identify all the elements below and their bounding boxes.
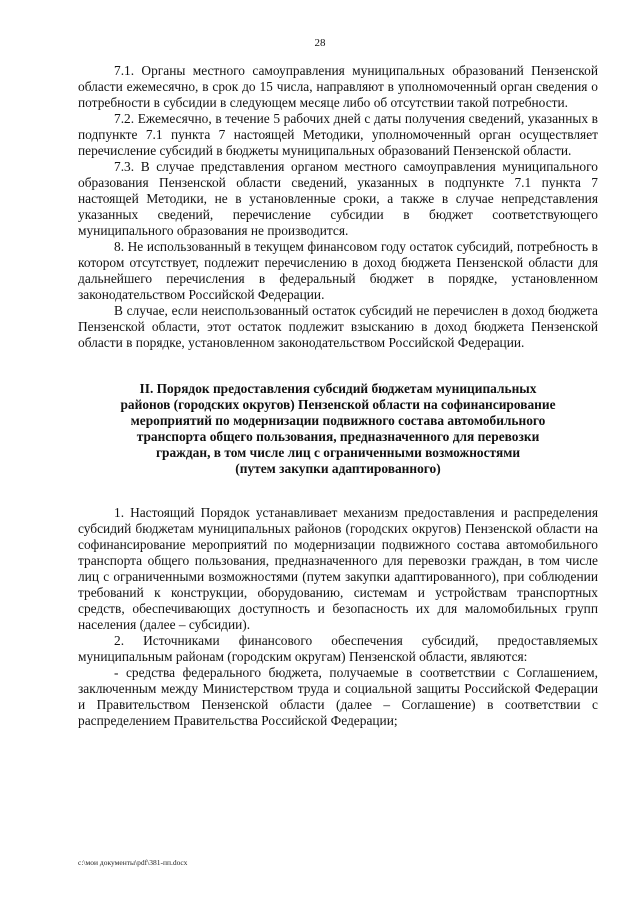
footer-file-path: c:\мои документы\pdf\381-пп.docx [78,858,188,867]
paragraph-ii-2: 2. Источниками финансового обеспечения субсидий, предоставляемых муниципальным районам (городским округам) Пензенской области, являются: [78,633,598,664]
paragraph-ii-1: 1. Настоящий Порядок устанавливает механизм предоставления и распределения субсидий бюджетам муниципальных районов (городских округов) Пензенской области на софинансирование мероприятий по модернизации подвижного состава автомобильного транспорта общего пользования, предназначенного для перевозки граждан, в том числе лиц с ограниченными возможностями (путем закупки адаптированного), при соблюдении требований к конструкции, оборудованию, системам и устройствам транспортных средств, обеспечивающих доступность и безопасность их для маломобильных групп населения (далее – субсидии). [78,505,598,632]
paragraph-ii-2-item: - средства федерального бюджета, получаемые в соответствии с Соглашением, заключенным между Министерством труда и социальной защиты Российской Федерации и Правительством Пензенской области (далее – Соглашение) в соответствии с распределением Правительства Российской Федерации; [78,665,598,728]
section-title-line: (путем закупки адаптированного) [235,461,441,476]
section-title-line: мероприятий по модернизации подвижного состава автомобильного [130,413,546,428]
paragraph-8: 8. Не использованный в текущем финансовом году остаток субсидий, потребность в котором отсутствует, подлежит перечислению в доход бюджета Пензенской области для дальнейшего перечисления в федеральный бюджет в порядке, установленном законодательством Российской Федерации. [78,239,598,302]
paragraph-8-continued: В случае, если неиспользованный остаток субсидий не перечислен в доход бюджета Пензенской области, этот остаток подлежит взысканию в доход бюджета Пензенской области в порядке, установленном законодательством Российской Федерации. [78,303,598,350]
page-number: 28 [314,37,326,49]
section-title-line: II. Порядок предоставления субсидий бюджетам муниципальных [139,381,537,396]
section-title-line: районов (городских округов) Пензенской области на софинансирование [120,397,556,412]
paragraph-7-2: 7.2. Ежемесячно, в течение 5 рабочих дней с даты получения сведений, указанных в подпункте 7.1 пункта 7 настоящей Методики, уполномоченный орган осуществляет перечисление субсидий в бюджеты муниципальных образований Пензенской области. [78,111,598,158]
section-title [78,381,598,477]
paragraph-7-1: 7.1. Органы местного самоуправления муниципальных образований Пензенской области ежемесячно, в срок до 15 числа, направляют в уполномоченный орган сведения о потребности в субсидии в следующем месяце либо об отсутствии такой потребности. [78,63,598,110]
section-title-line: транспорта общего пользования, предназначенного для перевозки [136,429,540,444]
document-body [78,63,598,729]
paragraph-7-3: 7.3. В случае представления органом местного самоуправления муниципального образования Пензенской области сведений, указанных в подпункте 7.1 пункта 7 настоящей Методики, не в установленные сроки, а также в случае непредставления указанных сведений, перечисление субсидии в бюджет соответствующего муниципального образования не производится. [78,159,598,238]
section-title-line: граждан, в том числе лиц с ограниченными возможностями [155,445,521,460]
